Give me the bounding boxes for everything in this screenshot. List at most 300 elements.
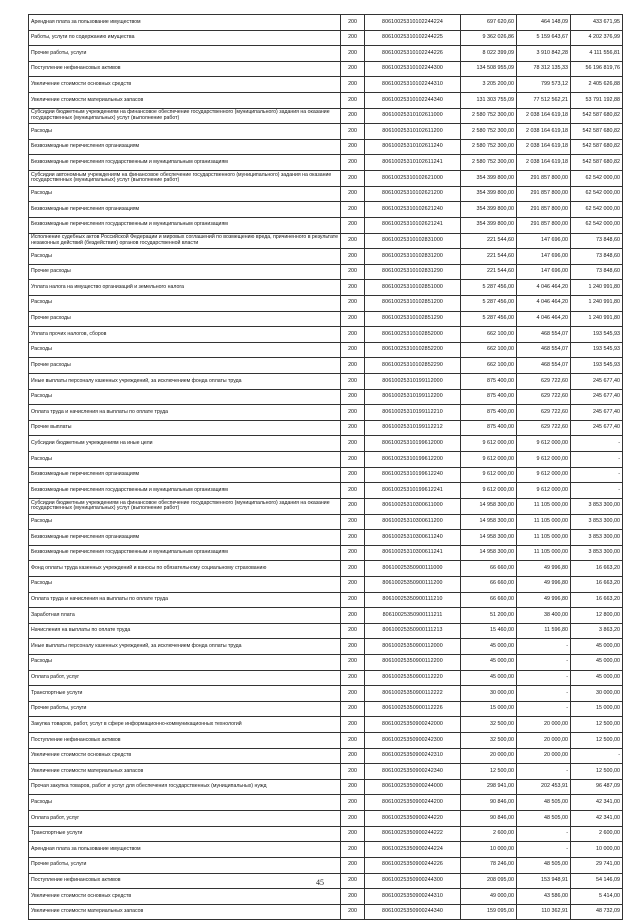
row-name: Расходы	[29, 124, 341, 140]
row-name: Прочие выплаты	[29, 420, 341, 436]
row-line-code: 200	[341, 748, 365, 764]
row-executed-amount: 11 105 000,00	[517, 530, 571, 546]
table-row	[29, 249, 623, 265]
row-executed-amount: 9 612 000,00	[517, 467, 571, 483]
row-line-code: 200	[341, 795, 365, 811]
table-row	[29, 46, 623, 62]
table-row	[29, 61, 623, 77]
table-body	[29, 15, 623, 920]
row-budget-code: 80610025310102611000	[365, 108, 461, 124]
row-budget-code: 80610025350900111200	[365, 576, 461, 592]
table-row	[29, 280, 623, 296]
row-line-code: 200	[341, 436, 365, 452]
row-name: Увеличение стоимости материальных запасов	[29, 904, 341, 920]
table-row	[29, 717, 623, 733]
row-unexecuted-amount: -	[571, 436, 623, 452]
row-unexecuted-amount: 62 542 000,00	[571, 202, 623, 218]
row-budget-code: 80610025310300611200	[365, 514, 461, 530]
row-name: Поступление нефинансовых активов	[29, 61, 341, 77]
row-name: Расходы	[29, 186, 341, 202]
table-row	[29, 30, 623, 46]
row-executed-amount: -	[517, 701, 571, 717]
row-budget-code: 80610025350900111211	[365, 608, 461, 624]
row-line-code: 200	[341, 530, 365, 546]
table-row	[29, 545, 623, 561]
row-unexecuted-amount: 193 545,93	[571, 358, 623, 374]
row-name: Заработная плата	[29, 608, 341, 624]
row-line-code: 200	[341, 249, 365, 265]
table-row	[29, 654, 623, 670]
row-unexecuted-amount: 1 240 991,80	[571, 311, 623, 327]
row-name: Безвозмездные перечисления организациям	[29, 530, 341, 546]
row-name: Безвозмездные перечисления организациям	[29, 467, 341, 483]
row-unexecuted-amount: 2 600,00	[571, 826, 623, 842]
row-executed-amount: -	[517, 686, 571, 702]
row-line-code: 200	[341, 811, 365, 827]
row-approved-amount: 2 580 752 300,00	[461, 108, 517, 124]
table-row	[29, 139, 623, 155]
table-row	[29, 467, 623, 483]
row-line-code: 200	[341, 733, 365, 749]
row-name: Расходы	[29, 576, 341, 592]
row-approved-amount: 32 500,00	[461, 717, 517, 733]
row-executed-amount: 78 312 135,33	[517, 61, 571, 77]
row-budget-code: 80610025310102852000	[365, 327, 461, 343]
row-unexecuted-amount: 62 542 000,00	[571, 171, 623, 187]
row-approved-amount: 208 095,00	[461, 873, 517, 889]
row-line-code: 200	[341, 576, 365, 592]
row-approved-amount: 354 399 800,00	[461, 217, 517, 233]
row-approved-amount: 3 205 200,00	[461, 77, 517, 93]
row-executed-amount: 464 148,09	[517, 15, 571, 31]
row-executed-amount: 629 722,60	[517, 405, 571, 421]
row-unexecuted-amount: 16 663,20	[571, 576, 623, 592]
row-executed-amount: 468 554,07	[517, 358, 571, 374]
row-line-code: 200	[341, 639, 365, 655]
row-unexecuted-amount: 73 848,60	[571, 264, 623, 280]
row-budget-code: 80610025310102621000	[365, 171, 461, 187]
row-budget-code: 80610025310199612240	[365, 467, 461, 483]
row-unexecuted-amount: 193 545,93	[571, 342, 623, 358]
row-executed-amount: 49 996,80	[517, 561, 571, 577]
row-approved-amount: 2 600,00	[461, 826, 517, 842]
table-row	[29, 608, 623, 624]
row-unexecuted-amount: 245 677,40	[571, 389, 623, 405]
row-budget-code: 80610025310102851000	[365, 280, 461, 296]
row-budget-code: 80610025350900111000	[365, 561, 461, 577]
table-row	[29, 124, 623, 140]
row-executed-amount: 147 696,00	[517, 249, 571, 265]
row-line-code: 200	[341, 670, 365, 686]
row-executed-amount: 48 505,00	[517, 857, 571, 873]
row-name: Расходы	[29, 452, 341, 468]
row-line-code: 200	[341, 374, 365, 390]
row-executed-amount: 4 046 464,20	[517, 295, 571, 311]
table-row	[29, 420, 623, 436]
row-executed-amount: 468 554,07	[517, 327, 571, 343]
row-line-code: 200	[341, 514, 365, 530]
row-budget-code: 80610025310102852200	[365, 342, 461, 358]
row-unexecuted-amount: 54 146,09	[571, 873, 623, 889]
row-name: Субсидии автономным учреждениям на финансовое обеспечение государственного (муниципального) задания на оказание государственных (муниципальных) услуг (выполнение работ)	[29, 171, 341, 187]
row-budget-code: 80610025350900112226	[365, 701, 461, 717]
row-approved-amount: 354 399 800,00	[461, 202, 517, 218]
row-approved-amount: 9 362 026,86	[461, 30, 517, 46]
row-budget-code: 80610025350900111210	[365, 592, 461, 608]
row-line-code: 200	[341, 93, 365, 109]
row-approved-amount: 66 660,00	[461, 561, 517, 577]
row-budget-code: 80610025310102831000	[365, 233, 461, 249]
row-line-code: 200	[341, 233, 365, 249]
table-row	[29, 327, 623, 343]
row-budget-code: 80610025310300611241	[365, 545, 461, 561]
row-unexecuted-amount: -	[571, 467, 623, 483]
row-executed-amount: 20 000,00	[517, 717, 571, 733]
row-name: Уплата налога на имущество организаций и земельного налога	[29, 280, 341, 296]
row-budget-code: 80610025350900244000	[365, 779, 461, 795]
row-name: Расходы	[29, 249, 341, 265]
row-line-code: 200	[341, 389, 365, 405]
row-name: Увеличение стоимости материальных запасов	[29, 93, 341, 109]
row-approved-amount: 2 580 752 300,00	[461, 139, 517, 155]
row-line-code: 200	[341, 686, 365, 702]
row-name: Безвозмездные перечисления государственным и муниципальным организациям	[29, 217, 341, 233]
row-line-code: 200	[341, 623, 365, 639]
row-name: Прочие расходы	[29, 264, 341, 280]
row-line-code: 200	[341, 764, 365, 780]
row-name: Фонд оплаты труда казенных учреждений и взносы по обязательному социальному страхованию	[29, 561, 341, 577]
row-line-code: 200	[341, 873, 365, 889]
row-line-code: 200	[341, 61, 365, 77]
table-row	[29, 842, 623, 858]
row-name: Безвозмездные перечисления государственным и муниципальным организациям	[29, 483, 341, 499]
row-executed-amount: 49 996,80	[517, 576, 571, 592]
table-row	[29, 389, 623, 405]
row-budget-code: 80610025310102621200	[365, 186, 461, 202]
row-unexecuted-amount: 56 196 819,76	[571, 61, 623, 77]
row-line-code: 200	[341, 295, 365, 311]
row-executed-amount: -	[517, 826, 571, 842]
row-approved-amount: 9 612 000,00	[461, 436, 517, 452]
row-executed-amount: 77 512 562,21	[517, 93, 571, 109]
row-unexecuted-amount: 245 677,40	[571, 374, 623, 390]
row-budget-code: 80610025310102611241	[365, 155, 461, 171]
row-name: Прочие работы, услуги	[29, 857, 341, 873]
row-line-code: 200	[341, 467, 365, 483]
row-approved-amount: 90 846,00	[461, 811, 517, 827]
row-line-code: 200	[341, 108, 365, 124]
row-executed-amount: 291 857 800,00	[517, 217, 571, 233]
row-unexecuted-amount: 4 202 376,99	[571, 30, 623, 46]
row-approved-amount: 45 000,00	[461, 670, 517, 686]
row-executed-amount: 5 159 643,67	[517, 30, 571, 46]
row-budget-code: 80610025350900112200	[365, 654, 461, 670]
row-executed-amount: 291 857 800,00	[517, 202, 571, 218]
row-approved-amount: 49 000,00	[461, 889, 517, 905]
table-row	[29, 358, 623, 374]
row-unexecuted-amount: 45 000,00	[571, 639, 623, 655]
table-row	[29, 576, 623, 592]
table-row	[29, 15, 623, 31]
row-budget-code: 80610025350900242000	[365, 717, 461, 733]
row-name: Закупка товаров, работ, услуг в сфере информационно-коммуникационных технологий	[29, 717, 341, 733]
row-executed-amount: -	[517, 654, 571, 670]
row-unexecuted-amount: 30 000,00	[571, 686, 623, 702]
table-row	[29, 701, 623, 717]
row-budget-code: 80610025310102244225	[365, 30, 461, 46]
row-approved-amount: 20 000,00	[461, 748, 517, 764]
row-budget-code: 80610025310199612200	[365, 452, 461, 468]
row-name: Транспортные услуги	[29, 686, 341, 702]
row-approved-amount: 51 200,00	[461, 608, 517, 624]
table-row	[29, 311, 623, 327]
row-approved-amount: 15 460,00	[461, 623, 517, 639]
row-unexecuted-amount: 245 677,40	[571, 420, 623, 436]
row-name: Увеличение стоимости основных средств	[29, 748, 341, 764]
row-name: Увеличение стоимости основных средств	[29, 889, 341, 905]
row-name: Расходы	[29, 295, 341, 311]
row-unexecuted-amount: 433 671,95	[571, 15, 623, 31]
row-approved-amount: 15 000,00	[461, 701, 517, 717]
row-executed-amount: 2 038 164 619,18	[517, 155, 571, 171]
row-executed-amount: -	[517, 842, 571, 858]
row-budget-code: 80610025310102851290	[365, 311, 461, 327]
table-row	[29, 530, 623, 546]
table-row	[29, 342, 623, 358]
row-line-code: 200	[341, 264, 365, 280]
row-unexecuted-amount: 53 791 192,88	[571, 93, 623, 109]
row-line-code: 200	[341, 779, 365, 795]
row-unexecuted-amount: 1 240 991,80	[571, 295, 623, 311]
table-row	[29, 217, 623, 233]
row-line-code: 200	[341, 826, 365, 842]
row-name: Субсидии бюджетным учреждениям на финансовое обеспечение государственного (муниципального) задания на оказание государственных (муниципальных) услуг (выполнение работ)	[29, 108, 341, 124]
row-unexecuted-amount: 193 545,93	[571, 327, 623, 343]
row-name: Субсидии бюджетным учреждениям на финансовое обеспечение государственного (муниципального) задания на оказание государственных (муниципальных) услуг (выполнение работ)	[29, 498, 341, 514]
row-approved-amount: 8 022 399,09	[461, 46, 517, 62]
row-executed-amount: -	[517, 639, 571, 655]
row-executed-amount: -	[517, 670, 571, 686]
row-line-code: 200	[341, 842, 365, 858]
row-name: Расходы	[29, 342, 341, 358]
row-unexecuted-amount: 42 341,00	[571, 795, 623, 811]
row-name: Поступление нефинансовых активов	[29, 733, 341, 749]
row-budget-code: 80610025310199112200	[365, 389, 461, 405]
row-unexecuted-amount: 3 853 300,00	[571, 530, 623, 546]
row-unexecuted-amount: 245 677,40	[571, 405, 623, 421]
row-unexecuted-amount: 12 800,00	[571, 608, 623, 624]
row-budget-code: 80610025310102621240	[365, 202, 461, 218]
row-name: Безвозмездные перечисления организациям	[29, 202, 341, 218]
table-row	[29, 171, 623, 187]
row-approved-amount: 32 500,00	[461, 733, 517, 749]
row-name: Оплата работ, услуг	[29, 670, 341, 686]
row-budget-code: 80610025350900244340	[365, 904, 461, 920]
row-budget-code: 80610025310199612000	[365, 436, 461, 452]
row-approved-amount: 662 100,00	[461, 327, 517, 343]
row-line-code: 200	[341, 405, 365, 421]
row-approved-amount: 221 544,60	[461, 233, 517, 249]
row-unexecuted-amount: 2 405 626,88	[571, 77, 623, 93]
row-executed-amount: 2 038 164 619,18	[517, 108, 571, 124]
row-budget-code: 80610025350900112000	[365, 639, 461, 655]
row-approved-amount: 5 287 456,00	[461, 295, 517, 311]
row-unexecuted-amount: 29 741,00	[571, 857, 623, 873]
table-row	[29, 483, 623, 499]
row-budget-code: 80610025310102831200	[365, 249, 461, 265]
row-budget-code: 80610025350900244220	[365, 811, 461, 827]
row-budget-code: 80610025310300611000	[365, 498, 461, 514]
row-budget-code: 80610025350900112222	[365, 686, 461, 702]
row-line-code: 200	[341, 420, 365, 436]
row-approved-amount: 45 000,00	[461, 639, 517, 655]
row-unexecuted-amount: 5 414,00	[571, 889, 623, 905]
row-executed-amount: -	[517, 764, 571, 780]
row-budget-code: 80610025350900244222	[365, 826, 461, 842]
row-unexecuted-amount: 3 853 300,00	[571, 514, 623, 530]
row-name: Оплата труда и начисления на выплаты по оплате труда	[29, 405, 341, 421]
table-row	[29, 764, 623, 780]
row-unexecuted-amount: 1 240 991,80	[571, 280, 623, 296]
row-approved-amount: 131 303 755,09	[461, 93, 517, 109]
row-executed-amount: 153 948,91	[517, 873, 571, 889]
row-executed-amount: 20 000,00	[517, 748, 571, 764]
row-budget-code: 80610025310199112212	[365, 420, 461, 436]
row-unexecuted-amount: 542 587 680,82	[571, 155, 623, 171]
row-executed-amount: 4 046 464,20	[517, 311, 571, 327]
row-executed-amount: 11 596,80	[517, 623, 571, 639]
table-row	[29, 733, 623, 749]
row-line-code: 200	[341, 186, 365, 202]
row-budget-code: 80610025350900111213	[365, 623, 461, 639]
row-line-code: 200	[341, 15, 365, 31]
table-row	[29, 795, 623, 811]
row-approved-amount: 9 612 000,00	[461, 467, 517, 483]
row-unexecuted-amount: 73 848,60	[571, 233, 623, 249]
row-line-code: 200	[341, 452, 365, 468]
row-unexecuted-amount: 12 500,00	[571, 717, 623, 733]
row-budget-code: 80610025350900244300	[365, 873, 461, 889]
table-row	[29, 779, 623, 795]
row-budget-code: 80610025310199112000	[365, 374, 461, 390]
row-unexecuted-amount: 48 732,09	[571, 904, 623, 920]
row-line-code: 200	[341, 155, 365, 171]
row-executed-amount: 291 857 800,00	[517, 186, 571, 202]
row-approved-amount: 354 399 800,00	[461, 186, 517, 202]
table-row	[29, 405, 623, 421]
row-budget-code: 80610025350900242310	[365, 748, 461, 764]
table-row	[29, 826, 623, 842]
row-budget-code: 80610025310102621241	[365, 217, 461, 233]
row-unexecuted-amount: 10 000,00	[571, 842, 623, 858]
row-budget-code: 80610025310102244310	[365, 77, 461, 93]
row-line-code: 200	[341, 701, 365, 717]
row-name: Иные выплаты персоналу казенных учреждений, за исключением фонда оплаты труда	[29, 639, 341, 655]
row-budget-code: 80610025350900244224	[365, 842, 461, 858]
row-executed-amount: 110 362,91	[517, 904, 571, 920]
row-approved-amount: 662 100,00	[461, 342, 517, 358]
row-approved-amount: 5 287 456,00	[461, 280, 517, 296]
row-budget-code: 80610025310102831290	[365, 264, 461, 280]
row-line-code: 200	[341, 358, 365, 374]
row-approved-amount: 875 400,00	[461, 405, 517, 421]
row-approved-amount: 78 246,00	[461, 857, 517, 873]
row-line-code: 200	[341, 217, 365, 233]
row-approved-amount: 14 958 300,00	[461, 545, 517, 561]
table-row	[29, 108, 623, 124]
row-approved-amount: 875 400,00	[461, 420, 517, 436]
table-row	[29, 186, 623, 202]
row-executed-amount: 38 400,00	[517, 608, 571, 624]
row-executed-amount: 43 586,00	[517, 889, 571, 905]
row-executed-amount: 49 996,80	[517, 592, 571, 608]
row-approved-amount: 354 399 800,00	[461, 171, 517, 187]
row-executed-amount: 799 573,12	[517, 77, 571, 93]
row-unexecuted-amount: -	[571, 483, 623, 499]
row-approved-amount: 2 580 752 300,00	[461, 124, 517, 140]
row-approved-amount: 66 660,00	[461, 592, 517, 608]
row-executed-amount: 468 554,07	[517, 342, 571, 358]
row-unexecuted-amount: 42 341,00	[571, 811, 623, 827]
table-row	[29, 514, 623, 530]
row-approved-amount: 9 612 000,00	[461, 452, 517, 468]
row-approved-amount: 45 000,00	[461, 654, 517, 670]
row-budget-code: 80610025350900112220	[365, 670, 461, 686]
row-approved-amount: 159 095,00	[461, 904, 517, 920]
row-line-code: 200	[341, 124, 365, 140]
row-name: Прочие расходы	[29, 311, 341, 327]
row-line-code: 200	[341, 483, 365, 499]
table-row	[29, 233, 623, 249]
row-unexecuted-amount: 542 587 680,82	[571, 108, 623, 124]
row-line-code: 200	[341, 171, 365, 187]
row-budget-code: 80610025310102244300	[365, 61, 461, 77]
row-approved-amount: 221 544,60	[461, 264, 517, 280]
row-executed-amount: 4 046 464,20	[517, 280, 571, 296]
row-approved-amount: 697 620,60	[461, 15, 517, 31]
row-name: Оплата труда и начисления на выплаты по оплате труда	[29, 592, 341, 608]
row-line-code: 200	[341, 342, 365, 358]
row-name: Работы, услуги по содержанию имущества	[29, 30, 341, 46]
table-row	[29, 374, 623, 390]
row-executed-amount: 9 612 000,00	[517, 483, 571, 499]
row-name: Безвозмездные перечисления организациям	[29, 139, 341, 155]
row-name: Безвозмездные перечисления государственным и муниципальным организациям	[29, 545, 341, 561]
table-row	[29, 889, 623, 905]
row-approved-amount: 30 000,00	[461, 686, 517, 702]
table-row	[29, 623, 623, 639]
row-unexecuted-amount: 3 853 300,00	[571, 498, 623, 514]
row-executed-amount: 9 612 000,00	[517, 452, 571, 468]
table-row	[29, 857, 623, 873]
row-name: Прочие работы, услуги	[29, 46, 341, 62]
row-line-code: 200	[341, 889, 365, 905]
table-row	[29, 498, 623, 514]
row-name: Расходы	[29, 514, 341, 530]
row-approved-amount: 134 508 955,09	[461, 61, 517, 77]
page-number: 45	[316, 878, 324, 887]
row-unexecuted-amount: 15 000,00	[571, 701, 623, 717]
row-line-code: 200	[341, 592, 365, 608]
row-name: Расходы	[29, 389, 341, 405]
row-executed-amount: 2 038 164 619,18	[517, 124, 571, 140]
row-executed-amount: 629 722,60	[517, 389, 571, 405]
row-unexecuted-amount: 16 663,20	[571, 561, 623, 577]
row-executed-amount: 48 505,00	[517, 811, 571, 827]
row-approved-amount: 221 544,60	[461, 249, 517, 265]
row-executed-amount: 11 105 000,00	[517, 545, 571, 561]
row-unexecuted-amount: 62 542 000,00	[571, 186, 623, 202]
